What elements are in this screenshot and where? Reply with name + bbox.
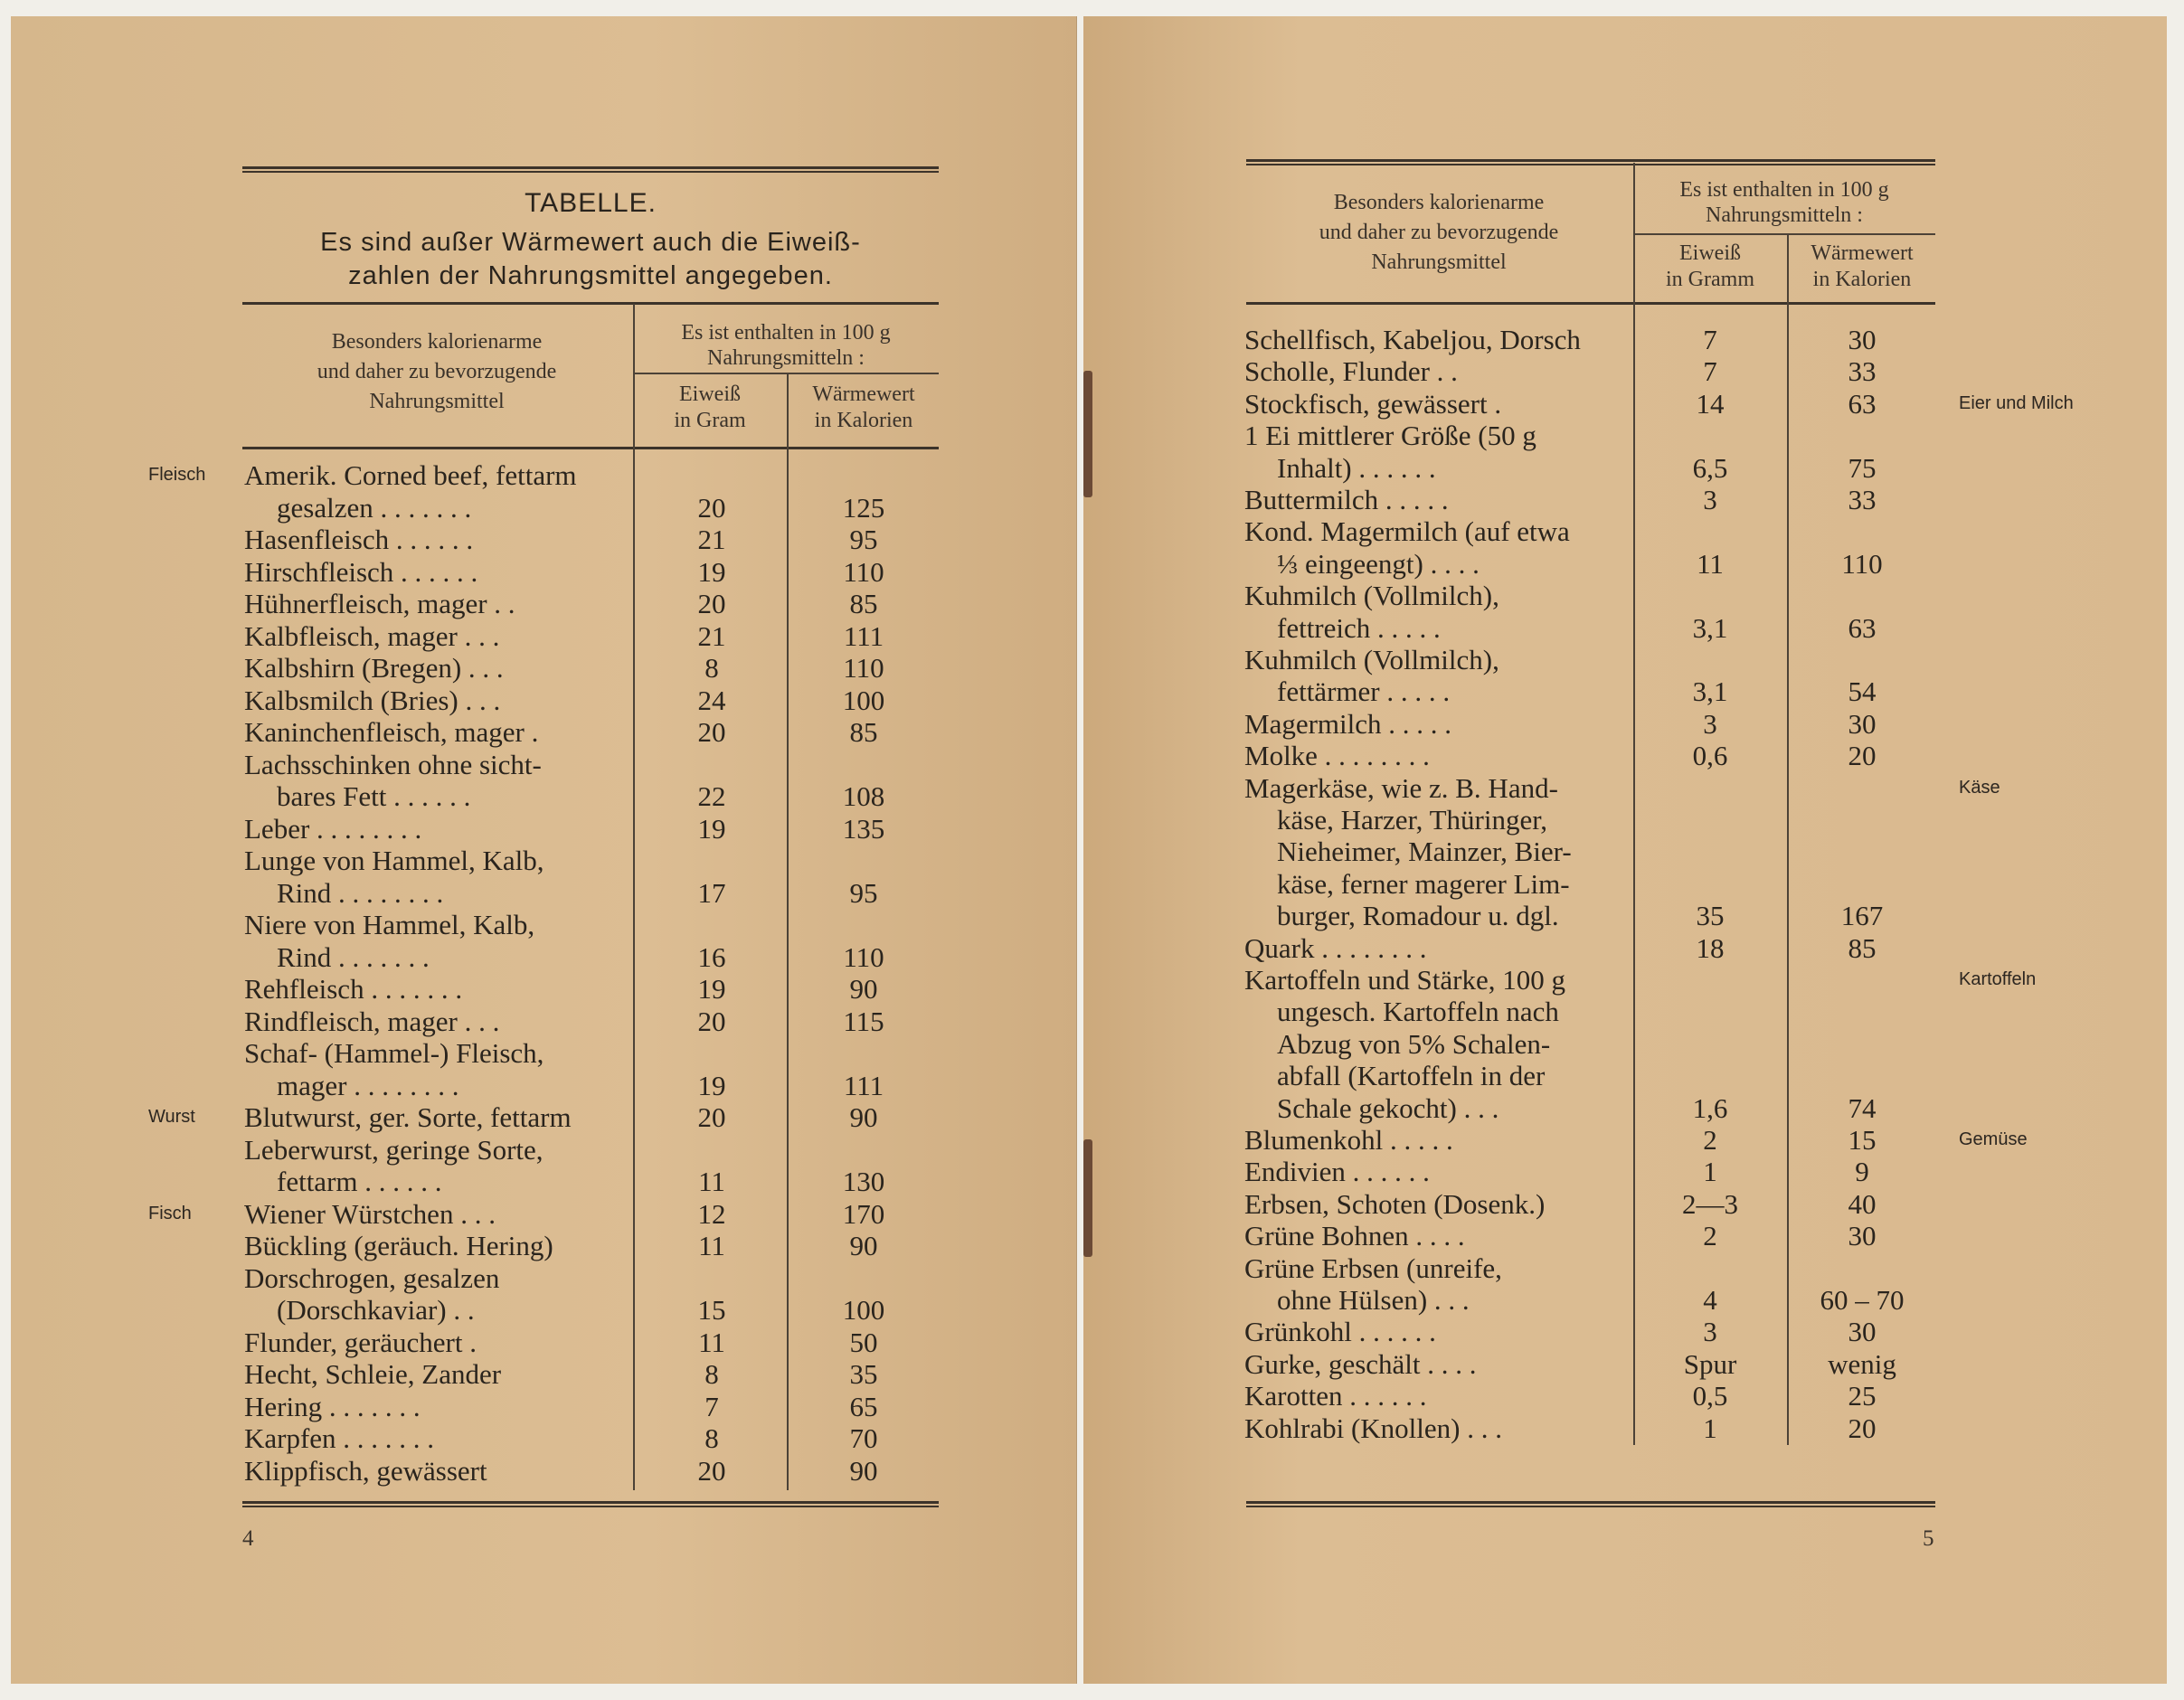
table-row <box>1244 1156 1937 1187</box>
food-name: Leber . . . . . . . . <box>244 812 422 845</box>
calorie-value: 110 <box>1841 547 1883 580</box>
protein-value: 19 <box>697 973 726 1005</box>
protein-value: 16 <box>697 940 726 973</box>
protein-value: 7 <box>1703 324 1717 355</box>
calorie-value: 111 <box>843 619 884 652</box>
table-row <box>1244 548 1937 580</box>
protein-value: 3 <box>1703 1316 1717 1348</box>
food-name: Amerik. Corned beef, fettarm <box>244 459 577 491</box>
category-label: Eier und Milch <box>1959 392 2074 413</box>
protein-value: 11 <box>698 1166 725 1197</box>
calorie-value: 167 <box>1840 900 1884 932</box>
protein-value: 11 <box>698 1230 725 1261</box>
calorie-value: 33 <box>1848 355 1877 388</box>
left-page-number: 4 <box>242 1526 254 1551</box>
food-name: Stockfisch, gewässert . <box>1244 387 1502 420</box>
food-name: Erbsen, Schoten (Dosenk.) <box>1244 1187 1546 1220</box>
protein-value: 19 <box>697 1069 726 1101</box>
table-row <box>244 1294 941 1326</box>
table-row <box>1244 1188 1937 1220</box>
table-row <box>244 1455 941 1487</box>
table-row <box>1244 1028 1937 1060</box>
food-name: Lunge von Hammel, Kalb, <box>244 845 544 876</box>
food-name: burger, Romadour u. dgl. <box>1277 900 1559 932</box>
food-name: ⅓ eingeengt) . . . . <box>1277 547 1480 580</box>
table-row <box>244 1166 941 1197</box>
table-row <box>1244 324 1937 355</box>
table-row <box>1244 1316 1937 1347</box>
table-row <box>244 1198 941 1230</box>
food-name: 1 Ei mittlerer Größe (50 g <box>1244 420 1536 452</box>
table-row <box>1244 868 1937 900</box>
table-row <box>244 1006 941 1037</box>
calorie-value: 63 <box>1848 611 1877 644</box>
category-label: Gemüse <box>1959 1129 2028 1149</box>
right-body-rule <box>1246 302 1935 305</box>
food-name: Rind . . . . . . . . <box>277 876 444 909</box>
protein-value: 12 <box>697 1197 726 1230</box>
table-row <box>1244 1124 1937 1156</box>
calorie-value: wenig <box>1828 1347 1896 1380</box>
calorie-value: 70 <box>849 1422 878 1454</box>
table-row <box>244 813 941 845</box>
table-row <box>1244 1348 1937 1380</box>
food-name: (Dorschkaviar) . . <box>277 1294 475 1326</box>
table-row <box>244 716 941 748</box>
table-row <box>1244 932 1937 964</box>
protein-value: 20 <box>697 491 726 524</box>
table-row <box>244 845 941 876</box>
calorie-value: 40 <box>1848 1187 1877 1220</box>
left-title: TABELLE. <box>525 188 657 218</box>
calorie-value: 9 <box>1855 1156 1869 1188</box>
food-name: Scholle, Flunder . . <box>1244 355 1458 388</box>
food-name: Kalbshirn (Bregen) . . . <box>244 652 504 684</box>
calorie-value: 20 <box>1848 1412 1877 1444</box>
calorie-value: 60 – 70 <box>1820 1284 1905 1316</box>
calorie-value: 74 <box>1848 1091 1877 1124</box>
right-bottom-rule <box>1246 1501 1935 1507</box>
right-group-rule <box>1633 233 1935 235</box>
calorie-value: 90 <box>849 1101 878 1133</box>
food-name: Buttermilch . . . . . <box>1244 484 1449 515</box>
left-subtitle-2: zahlen der Nahrungsmittel angegeben. <box>348 261 833 290</box>
protein-value: 35 <box>1696 900 1725 932</box>
calorie-value: 65 <box>849 1390 878 1422</box>
food-name: Grüne Bohnen . . . . <box>1244 1220 1465 1252</box>
calorie-value: 100 <box>842 684 885 716</box>
protein-value: Spur <box>1683 1347 1737 1380</box>
right-group-header: Es ist enthalten in 100 g Nahrungsmitteln : <box>1679 178 1889 227</box>
protein-value: 15 <box>697 1294 726 1326</box>
table-row <box>1244 836 1937 867</box>
food-name: Rind . . . . . . . <box>277 940 430 973</box>
food-name: Kalbfleisch, mager . . . <box>244 619 500 652</box>
calorie-value: 63 <box>1848 387 1877 420</box>
food-name: Hühnerfleisch, mager . . <box>244 588 515 619</box>
protein-value: 2—3 <box>1682 1187 1738 1220</box>
table-row <box>1244 644 1937 675</box>
table-row <box>1244 420 1937 451</box>
calorie-value: 30 <box>1848 1316 1877 1348</box>
calorie-value: 95 <box>849 876 878 909</box>
table-row <box>1244 1412 1937 1444</box>
food-name: gesalzen . . . . . . . <box>277 491 472 524</box>
calorie-value: 85 <box>1848 931 1877 964</box>
protein-value: 17 <box>697 876 726 909</box>
table-row <box>1244 484 1937 515</box>
food-name: Niere von Hammel, Kalb, <box>244 909 535 940</box>
table-row <box>244 877 941 909</box>
food-name: Flunder, geräuchert . <box>244 1326 477 1358</box>
calorie-value: 20 <box>1848 740 1877 772</box>
food-name: Bückling (geräuch. Hering) <box>244 1230 553 1261</box>
calorie-value: 90 <box>849 1454 878 1487</box>
food-name: Molke . . . . . . . . <box>1244 740 1430 772</box>
food-name: Karotten . . . . . . <box>1244 1380 1427 1412</box>
food-name: Hecht, Schleie, Zander <box>244 1358 502 1390</box>
food-name: bares Fett . . . . . . <box>277 780 471 812</box>
left-top-rule <box>242 166 939 173</box>
left-col1-header: Besonders kalorienarme und daher zu bevorzugende Nahrungsmittel <box>317 330 557 413</box>
table-row <box>1244 515 1937 547</box>
category-label: Wurst <box>148 1107 195 1127</box>
food-name: Grüne Erbsen (unreife, <box>1244 1251 1502 1284</box>
food-name: Blutwurst, ger. Sorte, fettarm <box>244 1101 572 1133</box>
food-name: Blumenkohl . . . . . <box>1244 1124 1453 1156</box>
table-row <box>244 1134 941 1166</box>
table-row <box>244 780 941 812</box>
food-name: Rindfleisch, mager . . . <box>244 1005 500 1037</box>
table-row <box>244 973 941 1005</box>
food-name: Abzug von 5% Schalen- <box>1277 1027 1551 1060</box>
calorie-value: 110 <box>843 652 884 684</box>
table-row <box>1244 964 1937 996</box>
food-name: käse, Harzer, Thüringer, <box>1277 804 1548 836</box>
food-name: Grünkohl . . . . . . <box>1244 1316 1436 1348</box>
protein-value: 19 <box>697 812 726 845</box>
category-label: Fleisch <box>148 465 206 485</box>
protein-value: 20 <box>697 1101 726 1133</box>
food-name: Wiener Würstchen . . . <box>244 1197 496 1230</box>
food-name: fettreich . . . . . <box>1277 611 1441 644</box>
table-row <box>244 941 941 973</box>
table-row <box>1244 355 1937 387</box>
table-row <box>244 1037 941 1069</box>
left-body-rule <box>242 447 939 449</box>
table-row <box>244 459 941 491</box>
calorie-value: 115 <box>843 1005 884 1037</box>
table-row <box>244 620 941 652</box>
protein-value: 11 <box>698 1326 725 1358</box>
protein-value: 2 <box>1703 1124 1717 1156</box>
protein-value: 1 <box>1703 1156 1717 1188</box>
protein-value: 8 <box>704 652 719 684</box>
table-row <box>244 1262 941 1294</box>
food-name: Hering . . . . . . . <box>244 1390 421 1422</box>
food-name: abfall (Kartoffeln in der <box>1277 1060 1546 1092</box>
category-label: Käse <box>1959 777 2000 798</box>
protein-value: 0,6 <box>1692 740 1728 772</box>
food-name: Kuhmilch (Vollmilch), <box>1244 580 1499 612</box>
category-label: Kartoffeln <box>1959 969 2037 989</box>
food-name: Kalbsmilch (Bries) . . . <box>244 684 501 716</box>
table-row <box>1244 1380 1937 1412</box>
table-row <box>244 1230 941 1261</box>
calorie-value: 15 <box>1848 1124 1877 1156</box>
table-row <box>244 556 941 588</box>
right-col2-header: Eiweiß in Gramm <box>1666 241 1754 291</box>
protein-value: 22 <box>697 780 726 812</box>
protein-value: 21 <box>697 524 726 555</box>
table-row <box>244 909 941 940</box>
protein-value: 21 <box>697 619 726 652</box>
protein-value: 24 <box>697 684 726 716</box>
calorie-value: 108 <box>842 780 885 812</box>
calorie-value: 125 <box>842 491 885 524</box>
food-name: Schale gekocht) . . . <box>1277 1091 1499 1124</box>
calorie-value: 110 <box>843 555 884 588</box>
food-name: Inhalt) . . . . . . <box>1277 451 1436 484</box>
table-row <box>1244 740 1937 771</box>
table-row <box>1244 1252 1937 1284</box>
table-row <box>1244 900 1937 931</box>
table-row <box>1244 996 1937 1027</box>
calorie-value: 30 <box>1848 1220 1877 1252</box>
protein-value: 19 <box>697 555 726 588</box>
protein-value: 7 <box>1703 355 1717 388</box>
table-row <box>1244 1092 1937 1124</box>
calorie-value: 130 <box>842 1166 885 1197</box>
table-row <box>1244 772 1937 804</box>
protein-value: 4 <box>1703 1284 1717 1316</box>
table-row <box>1244 580 1937 611</box>
left-subtitle-1: Es sind außer Wärmewert auch die Eiweiß- <box>320 228 861 257</box>
calorie-value: 111 <box>843 1069 884 1101</box>
left-group-header: Es ist enthalten in 100 g Nahrungsmitteln : <box>681 321 891 370</box>
protein-value: 1,6 <box>1692 1091 1728 1124</box>
protein-value: 8 <box>704 1358 719 1390</box>
left-col3-header: Wärmewert in Kalorien <box>812 382 915 432</box>
calorie-value: 170 <box>842 1197 885 1230</box>
protein-value: 2 <box>1703 1220 1717 1252</box>
calorie-value: 54 <box>1848 675 1877 708</box>
table-row <box>244 1101 941 1133</box>
food-name: fettarm . . . . . . <box>277 1166 442 1197</box>
category-label: Fisch <box>148 1203 192 1223</box>
food-name: käse, ferner magerer Lim- <box>1277 867 1570 900</box>
table-row <box>244 749 941 780</box>
table-row <box>244 1327 941 1358</box>
calorie-value: 50 <box>849 1326 878 1358</box>
calorie-value: 135 <box>842 812 885 845</box>
table-row <box>244 1358 941 1390</box>
table-row <box>1244 1284 1937 1316</box>
protein-value: 1 <box>1703 1412 1717 1444</box>
protein-value: 20 <box>697 1005 726 1037</box>
food-name: Hasenfleisch . . . . . . <box>244 524 474 555</box>
protein-value: 20 <box>697 716 726 748</box>
protein-value: 14 <box>1696 387 1725 420</box>
table-row <box>244 1391 941 1422</box>
calorie-value: 85 <box>849 716 878 748</box>
table-row <box>244 524 941 555</box>
protein-value: 0,5 <box>1692 1380 1728 1412</box>
calorie-value: 90 <box>849 1230 878 1261</box>
food-name: Klippfisch, gewässert <box>244 1454 487 1487</box>
food-name: ungesch. Kartoffeln nach <box>1277 996 1559 1028</box>
food-name: Kaninchenfleisch, mager . <box>244 716 539 748</box>
protein-value: 8 <box>704 1422 719 1454</box>
food-name: Endivien . . . . . . <box>1244 1156 1430 1188</box>
left-header-rule <box>242 302 939 305</box>
food-name: Magermilch . . . . . <box>1244 707 1452 740</box>
food-name: Leberwurst, geringe Sorte, <box>244 1133 544 1166</box>
table-row <box>244 652 941 684</box>
calorie-value: 75 <box>1848 451 1877 484</box>
protein-value: 3,1 <box>1692 611 1728 644</box>
food-name: Lachsschinken ohne sicht- <box>244 748 542 780</box>
right-page-number: 5 <box>1923 1526 1934 1551</box>
calorie-value: 30 <box>1848 707 1877 740</box>
staple-top <box>1083 371 1092 497</box>
calorie-value: 100 <box>842 1294 885 1326</box>
food-name: Dorschrogen, gesalzen <box>244 1261 500 1294</box>
food-name: Schaf- (Hammel-) Fleisch, <box>244 1037 544 1069</box>
food-name: Kartoffeln und Stärke, 100 g <box>1244 964 1565 996</box>
table-row <box>244 1422 941 1454</box>
staple-bottom <box>1083 1139 1092 1257</box>
table-row <box>244 492 941 524</box>
table-row <box>244 685 941 716</box>
food-name: Rehfleisch . . . . . . . <box>244 973 463 1005</box>
protein-value: 3,1 <box>1692 675 1728 708</box>
food-name: Kohlrabi (Knollen) . . . <box>1244 1412 1502 1444</box>
food-name: Nieheimer, Mainzer, Bier- <box>1277 836 1572 868</box>
calorie-value: 110 <box>843 940 884 973</box>
calorie-value: 85 <box>849 588 878 619</box>
protein-value: 6,5 <box>1692 451 1728 484</box>
table-row <box>1244 675 1937 707</box>
calorie-value: 30 <box>1848 324 1877 355</box>
calorie-value: 33 <box>1848 484 1877 515</box>
protein-value: 20 <box>697 1454 726 1487</box>
protein-value: 11 <box>1697 547 1724 580</box>
protein-value: 3 <box>1703 707 1717 740</box>
table-row <box>1244 452 1937 484</box>
table-row <box>1244 1060 1937 1091</box>
food-name: Kond. Magermilch (auf etwa <box>1244 515 1570 548</box>
table-row <box>1244 612 1937 644</box>
calorie-value: 95 <box>849 524 878 555</box>
food-name: ohne Hülsen) . . . <box>1277 1284 1470 1316</box>
food-name: Kuhmilch (Vollmilch), <box>1244 644 1499 675</box>
table-row <box>1244 1220 1937 1251</box>
right-top-rule <box>1246 159 1935 165</box>
protein-value: 18 <box>1696 931 1725 964</box>
left-group-rule <box>633 373 939 374</box>
food-name: Gurke, geschält . . . . <box>1244 1347 1477 1380</box>
right-col3-header: Wärmewert in Kalorien <box>1811 241 1914 291</box>
food-name: Schellfisch, Kabeljou, Dorsch <box>1244 324 1581 355</box>
table-row <box>1244 708 1937 740</box>
food-name: Quark . . . . . . . . <box>1244 931 1427 964</box>
left-bottom-rule <box>242 1501 939 1507</box>
food-name: fettärmer . . . . . <box>1277 675 1451 708</box>
calorie-value: 90 <box>849 973 878 1005</box>
food-name: Hirschfleisch . . . . . . <box>244 555 478 588</box>
protein-value: 3 <box>1703 484 1717 515</box>
table-row <box>1244 388 1937 420</box>
protein-value: 7 <box>704 1390 719 1422</box>
table-row <box>244 1070 941 1101</box>
right-col1-header: Besonders kalorienarme und daher zu bevorzugende Nahrungsmittel <box>1319 191 1559 274</box>
food-name: Karpfen . . . . . . . <box>244 1422 435 1454</box>
food-name: mager . . . . . . . . <box>277 1069 459 1101</box>
table-row <box>244 588 941 619</box>
left-col2-header: Eiweiß in Gram <box>674 382 746 432</box>
table-row <box>1244 804 1937 836</box>
calorie-value: 25 <box>1848 1380 1877 1412</box>
protein-value: 20 <box>697 588 726 619</box>
food-name: Magerkäse, wie z. B. Hand- <box>1244 771 1558 804</box>
calorie-value: 35 <box>849 1358 878 1390</box>
